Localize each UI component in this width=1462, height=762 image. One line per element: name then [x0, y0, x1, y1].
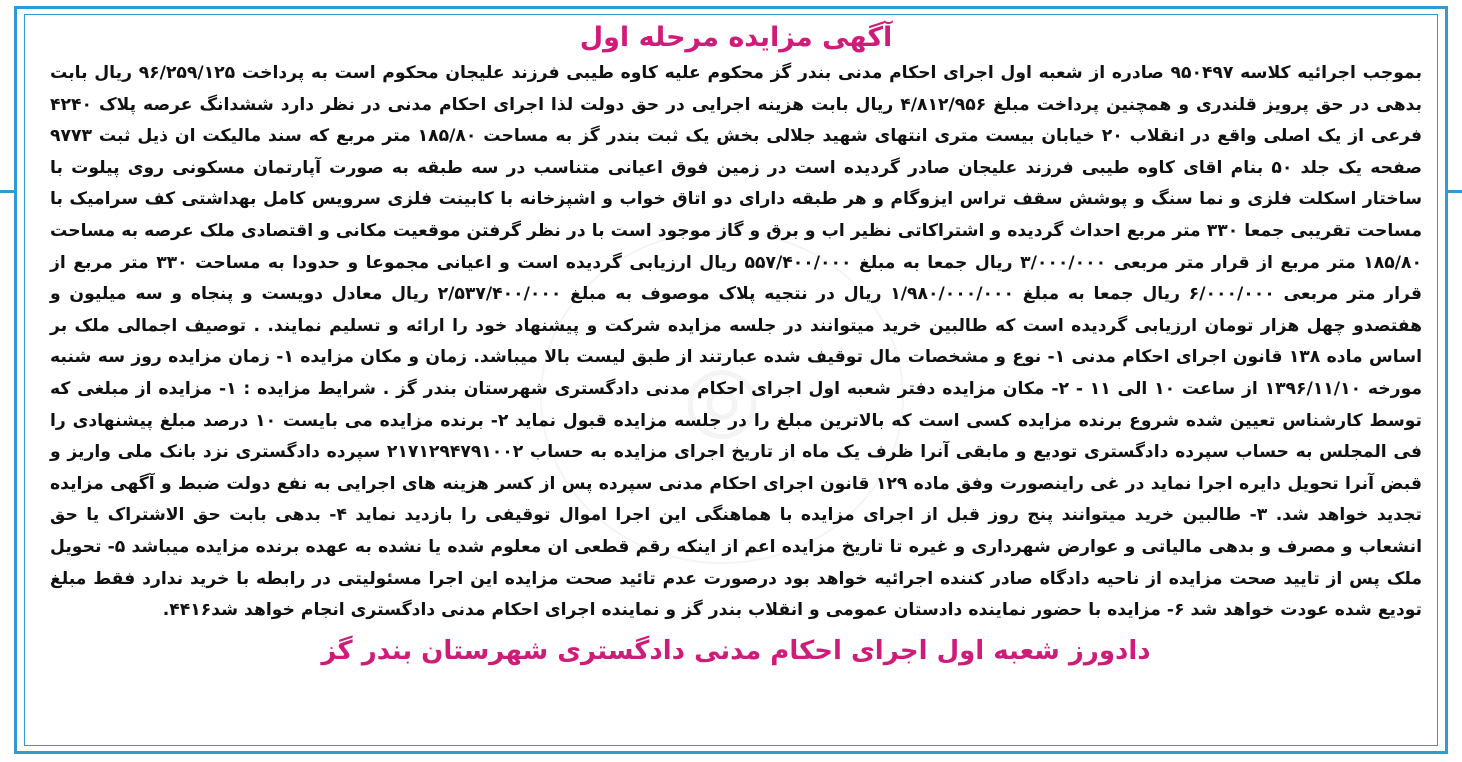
notice-body: بموجب اجرائیه کلاسه ۹۵۰۴۹۷ صادره از شعبه اول اجرای احکام مدنی بندر گز محکوم علیه کاوه طیبی فرزند علیجان محکوم است به پرداخت ۹۶/۲۵۹/۱۲۵ ریال بابت بدهی در حق پرویز قلندری و همچنین پرداخت مبلغ ۴/۸۱۲/۹۵۶ ریال بابت هزینه اجرایی در حق دولت لذا اجرای احکام مدنی در نظر دارد ششدانگ عرصه پلاک ۴۲۴۰ فرعی از یک اصلی واقع در انقلاب ۲۰ خیابان بیست متری انتهای شهید جلالی بخش یک ثبت بندر گز به مساحت ۱۸۵/۸۰ متر مربع که سند مالیکت ان ذیل ثبت ۹۷۷۳ صفحه یک جلد ۵۰ بنام اقای کاوه طیبی فرزند علیجان صادر گردیده است در زمین فوق اعیانی متناسب در سه طبقه به صورت آپارتمان مسکونی روی پیلوت با ساختار اسکلت فلزی و نما سنگ و پوشش سقف تراس ایزوگام و هر طبقه دارای دو اتاق خواب و اشپزخانه با کابینت فلزی سرویس کامل بهداشتی کف سرامیک با مساحت تقریبی جمعا ۳۳۰ متر مربع احداث گردیده و اشتراکاتی نظیر اب و برق و گاز موجود است با در نظر گرفتن موقعیت مکانی و اقتصادی ملک عرصه به مساحت ۱۸۵/۸۰ متر مربع از قرار متر مربعی ۳/۰۰۰/۰۰۰ ریال جمعا به مبلغ ۵۵۷/۴۰۰/۰۰۰ ریال ارزیابی گردیده است و اعیانی مجموعا و حدودا به مساحت ۳۳۰ متر مربع از قرار متر مربعی ۶/۰۰۰/۰۰۰ ریال جمعا به مبلغ ۱/۹۸۰/۰۰۰/۰۰۰ ریال در نتجیه پلاک موصوف به مبلغ ۲/۵۳۷/۴۰۰/۰۰۰ ریال معادل دویست و پنجاه و سه میلیون و هفتصدو چهل هزار تومان ارزیابی گردیده است که طالبین خرید میتوانند در جلسه مزایده شرکت و پیشنهاد خود را ارائه و تسلیم نمایند. . توصیف اجمالی ملک بر اساس ماده ۱۳۸ قانون اجرای احکام مدنی ۱- نوع و مشخصات مال توقیف شده عبارتند از طبق لیست بالا میباشد. زمان و مکان مزایده ۱- زمان مزایده روز سه شنبه مورخه ۱۳۹۶/۱۱/۱۰ از ساعت ۱۰ الی ۱۱ - ۲- مکان مزایده دفتر شعبه اول اجرای احکام مدنی دادگستری شهرستان بندر گز . شرایط مزایده : ۱- مزایده از مبلغی که توسط کارشناس تعیین شده شروع برنده مزایده کسی است که بالاترین مبلغ را در جلسه مزایده قبول نماید ۲- برنده مزایده می بایست ۱۰ درصد مبلغ پیشنهادی را فی المجلس به حساب سپرده دادگستری توديع و مابقی آنرا ظرف یک ماه از تاریخ اجرای مزایده به حساب ۲۱۷۱۲۹۴۷۹۱۰۰۲ سپرده دادگستری نزد بانک ملی واریز و قبض آنرا تحویل دایره اجرا نماید در غی راینصورت وفق ماده ۱۲۹ قانون اجرای احکام مدنی سپرده پس از کسر هزینه های اجرایی به نفع دولت ضبط و آگهی مزایده تجدید خواهد شد. ۳- طالبین خرید میتوانند پنج روز قبل از اجرای مزایده با هماهنگی این اجرا اموال توقیفی را بازدید نماید ۴- بدهی بابت حق الاشتراک یا حق انشعاب و مصرف و بدهی مالیاتی و عوارض شهرداری و غیره تا تاریخ مزایده اعم از اینکه رقم قطعی ان معلوم شده یا نشده به عهده برنده مزایده میباشد ۵- تحویل ملک پس از تایید صحت مزایده از ناحیه دادگاه صادر کننده اجرائیه خواهد بود درصورت عدم تائید صحت مزایده این اجرا مسئولیتی در رابطه با خرید ندارد فقط مبلغ توديع شده عودت خواهد شد ۶- مزایده با حضور نماینده دادستان عمومی و انقلاب بندر گز و نماینده اجرای احکام مدنی دادگستری انجام خواهد شد۴۴۱۶.: [50, 63, 1423, 621]
watermark-seal-mark: ◎: [682, 344, 762, 450]
notice-title: آگهی مزایده مرحله اول: [579, 22, 893, 53]
right-border-tick: [1448, 190, 1462, 193]
left-border-tick: [0, 190, 14, 193]
notice-content: [50, 18, 1422, 671]
notice-signature: دادورز شعبه اول اجرای احکام مدنی دادگستری شهرستان بندر گز: [321, 635, 1151, 666]
